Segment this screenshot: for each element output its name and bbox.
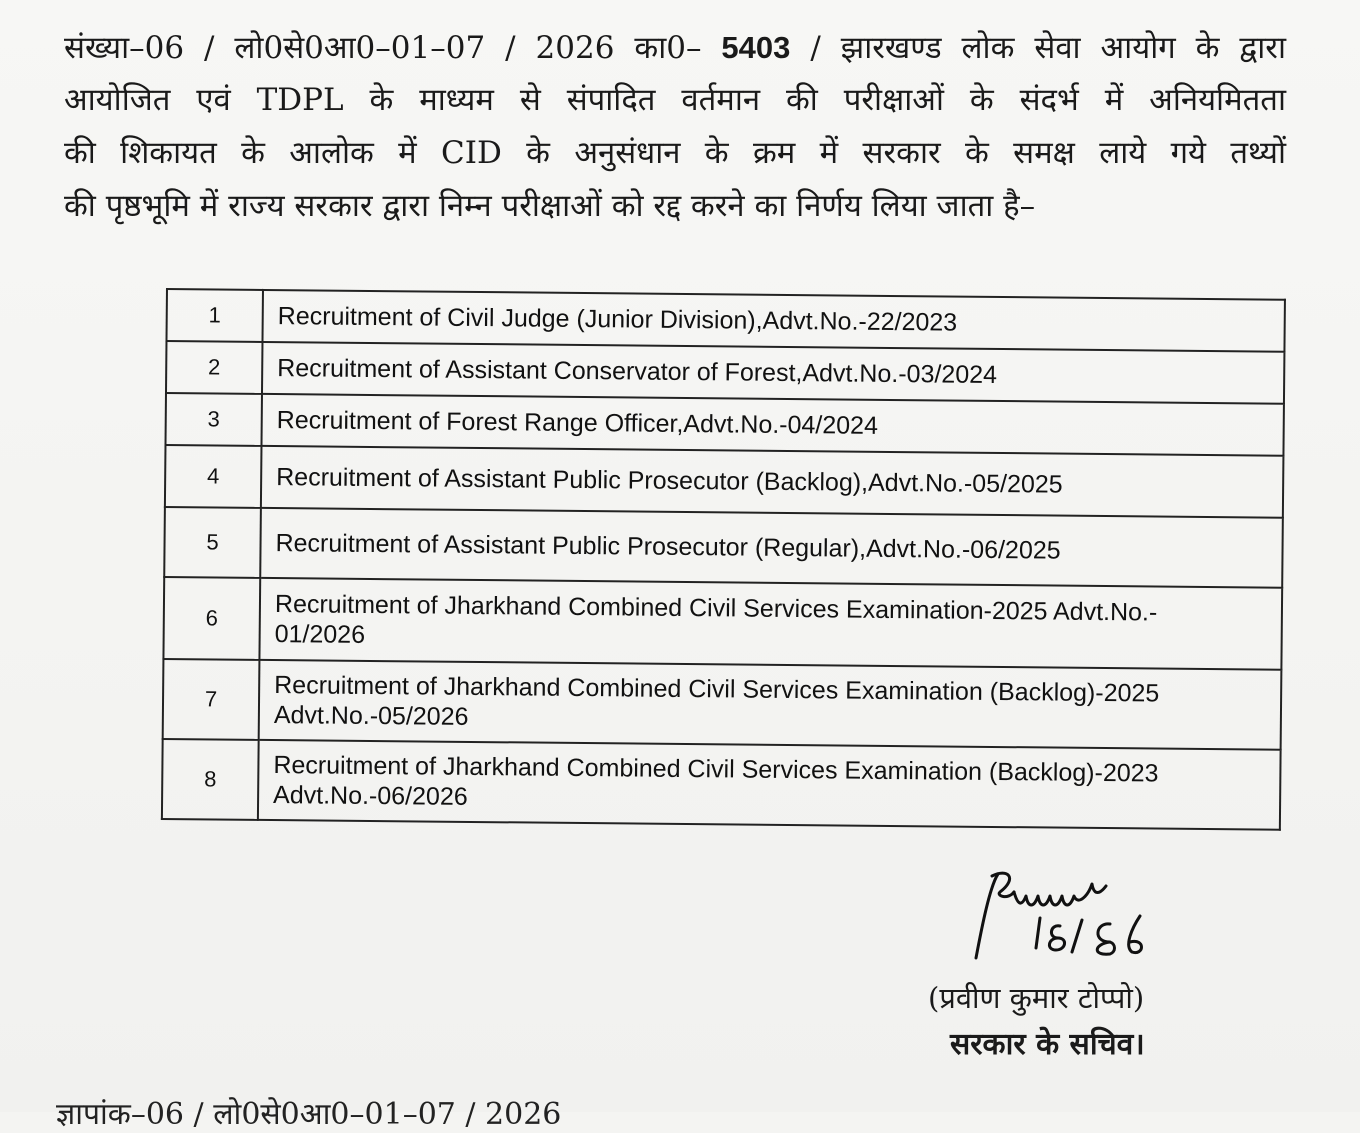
exam-line: Recruitment of Forest Range Officer,Advt.No.-04/2024 (276, 406, 879, 440)
exam-description (259, 660, 1282, 750)
exam-line: Recruitment of Jharkhand Combined Civil Services Examination-2025 Advt.No.- (274, 590, 1158, 627)
exam-description (259, 578, 1282, 670)
notice-line-1-suffix: / झारखण्ड लोक सेवा आयोग के द्वारा (790, 30, 1286, 66)
memo-number-cutoff: ज्ञापांक–06 / लो0से0आ0–01–07 / 2026 (56, 1097, 562, 1132)
table-row (164, 507, 1283, 588)
exam-line: Recruitment of Jharkhand Combined Civil Services Examination (Backlog)-2023 (273, 751, 1159, 788)
notice-line-1-prefix: संख्या–06 / लो0से0आ0–01–07 / 2026 का0– (64, 30, 722, 66)
serial-number: 4 (165, 445, 262, 508)
exam-line: Recruitment of Civil Judge (Junior Division),Advt.No.-22/2023 (277, 302, 958, 337)
table-row (162, 739, 1281, 830)
serial-number: 1 (166, 289, 262, 342)
signatory-name: (प्रवीण कुमार टोप्पो) (928, 981, 1145, 1015)
exam-description (261, 446, 1284, 518)
signatory-designation: सरकार के सचिव। (950, 1027, 1145, 1062)
exam-line: Recruitment of Jharkhand Combined Civil Services Examination (Backlog)-2025 (274, 671, 1160, 708)
letter-number: 5403 (721, 30, 791, 65)
notice-line-3: की शिकायत के आलोक में CID के अनुसंधान के क्रम में सरकार के समक्ष लाये गये तथ्यों (64, 135, 1286, 171)
exam-line: Recruitment of Assistant Conservator of Forest,Advt.No.-03/2024 (277, 354, 998, 389)
handwritten-signature (960, 866, 1170, 966)
exam-description (260, 508, 1283, 588)
notice-line-2: आयोजित एवं TDPL के माध्यम से संपादित वर्तमान की परीक्षाओं के संदर्भ में अनियमितता (64, 82, 1286, 118)
serial-number: 5 (164, 507, 261, 578)
serial-number: 6 (163, 577, 260, 660)
exam-line: Advt.No.-05/2026 (273, 701, 469, 731)
table-row (163, 577, 1282, 670)
serial-number: 3 (165, 393, 261, 446)
serial-number: 8 (162, 739, 259, 820)
serial-number: 7 (163, 659, 260, 740)
notice-line-1 (64, 28, 1286, 68)
notice-line-4: की पृष्ठभूमि में राज्य सरकार द्वारा निम्न परीक्षाओं को रद्द करने का निर्णय लिया जाता है– (64, 188, 1036, 224)
exam-line: Recruitment of Assistant Public Prosecutor (Backlog),Advt.No.-05/2025 (276, 463, 1063, 499)
exam-line: 01/2026 (274, 620, 366, 649)
table-row (165, 445, 1284, 518)
exam-description (258, 740, 1281, 830)
exam-line: Recruitment of Assistant Public Prosecutor (Regular),Advt.No.-06/2025 (275, 529, 1061, 565)
serial-number: 2 (166, 341, 262, 394)
exam-line: Advt.No.-06/2026 (273, 781, 468, 811)
cancelled-exams-table (161, 288, 1286, 831)
table-row (163, 659, 1282, 750)
